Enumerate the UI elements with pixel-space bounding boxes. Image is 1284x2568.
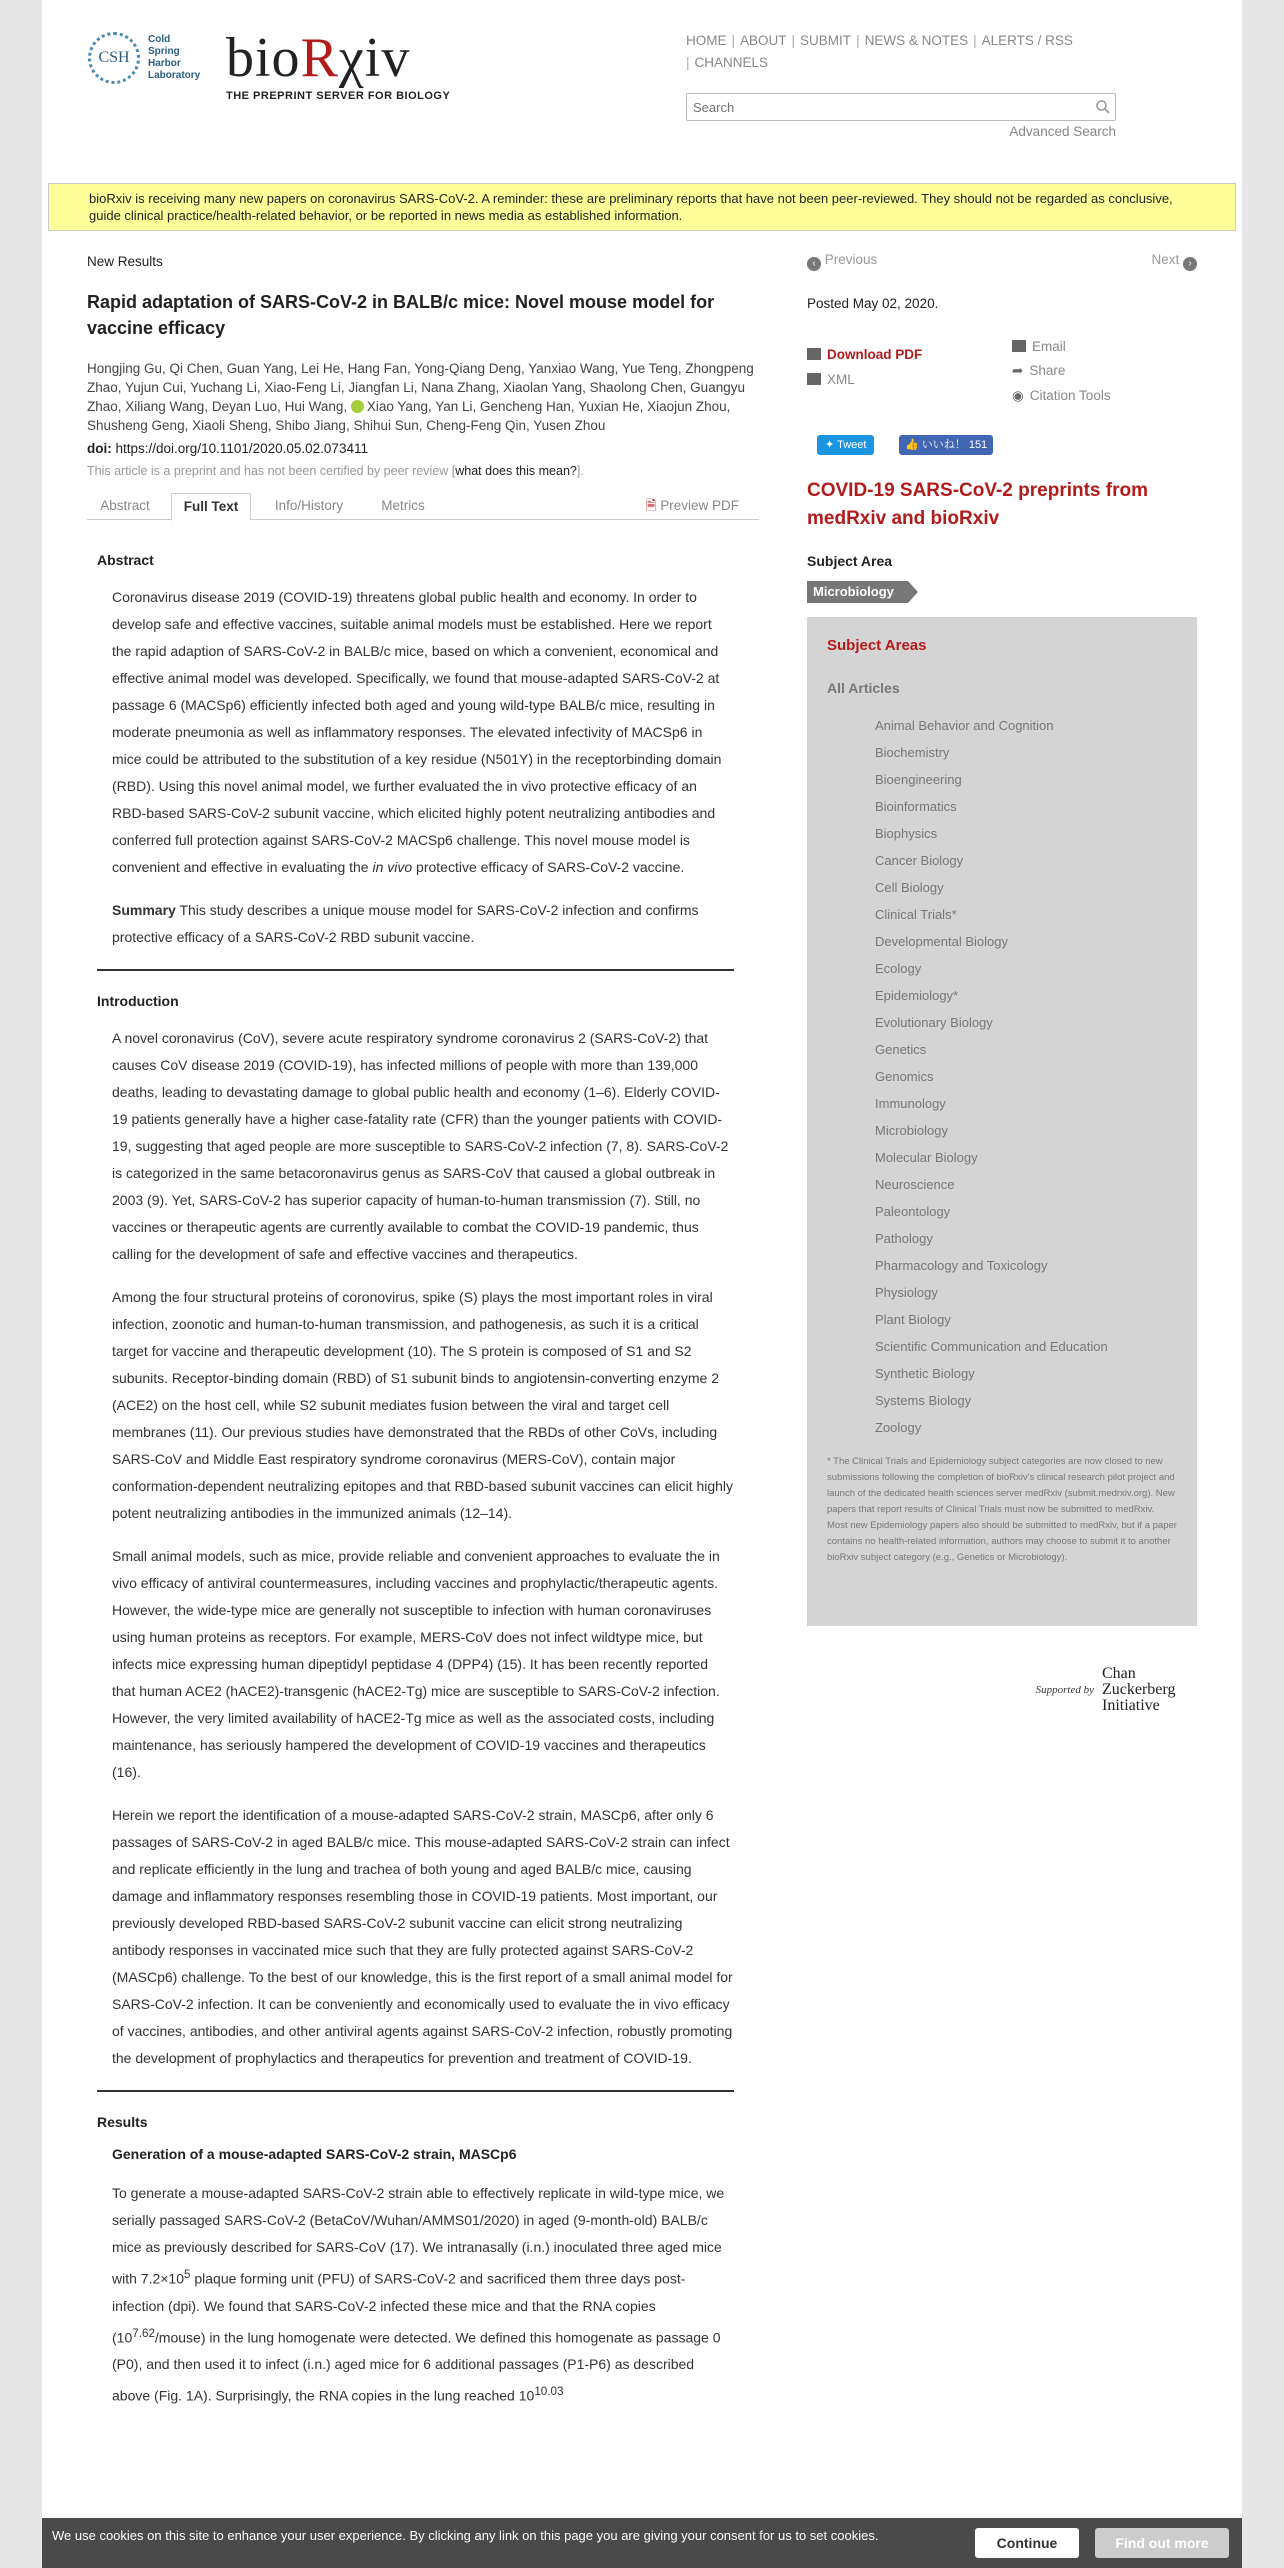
results-heading: Results (97, 2114, 148, 2130)
nav-about[interactable]: ABOUT (740, 33, 787, 48)
tab-abstract[interactable]: Abstract (100, 498, 150, 513)
search-input[interactable] (687, 94, 1082, 120)
advanced-search-link[interactable]: Advanced Search (1009, 124, 1116, 139)
abstract-paragraph: Coronavirus disease 2019 (COVID-19) threatens global public health and economy. In order to develop safe and effective vaccines, suitable animal models must be established. Here we report the rapid adaption of SARS-CoV-2 in BALB/c mice, based on which a convenient, economical and effective animal model was developed. Specifically, we found that mouse-adapted SARS-CoV-2 at passage 6 (MACSp6) efficiently infected both aged and young wild-type BALB/c mice, resulting in moderate pneumonia as well as inflammatory responses. The elevated infectivity of MACSp6 in mice could be attributed to the substitution of a key residue (N501Y) in the receptorbinding domain (RBD). Using this novel animal model, we further evaluated the in vivo protective efficacy of an RBD-based SARS-CoV-2 subunit vaccine, which elicited highly potent neutralizing antibodies and conferred full protection against SARS-CoV-2 MACSp6 challenge. This novel mouse model is convenient and effective in evaluating the in vivo protective efficacy of SARS-CoV-2 vaccine. (112, 589, 722, 875)
subject-link[interactable]: Scientific Communication and Education (875, 1339, 1108, 1354)
subject-link[interactable]: Pathology (875, 1231, 933, 1246)
article-main (87, 250, 759, 2426)
download-pdf-link[interactable]: Download PDF (807, 347, 922, 362)
preprint-note: This article is a preprint and has not been certified by peer review [what does this mean?]. (87, 464, 584, 478)
covid-preprints-link[interactable]: COVID-19 SARS-CoV-2 preprints from medRxiv and bioRxiv (807, 480, 1148, 529)
subject-tag-microbiology[interactable]: Microbiology (807, 581, 908, 603)
subject-link[interactable]: Clinical Trials* (875, 907, 957, 922)
page (42, 0, 1242, 2568)
top-nav: HOME | ABOUT | SUBMIT | NEWS & NOTES | ALERTS / RSS | CHANNELS (686, 33, 1073, 70)
globe-icon: ◉ (1012, 388, 1024, 403)
subject-link[interactable]: Pharmacology and Toxicology (875, 1258, 1048, 1273)
coronavirus-notice-banner: bioRxiv is receiving many new papers on coronavirus SARS-CoV-2. A reminder: these are preliminary reports that have not been peer-reviewed. They should not be regarded as conclusive, guide clinical practice/health-related behavior, or be reported in news media as established information. (48, 183, 1236, 231)
article-type: New Results (87, 254, 163, 269)
social-buttons (807, 435, 1197, 459)
all-articles-link[interactable]: All Articles (827, 680, 900, 696)
cookie-consent-bar (42, 2518, 1242, 2568)
subject-area-label: Subject Area (807, 553, 893, 569)
subject-link[interactable]: Cell Biology (875, 880, 944, 895)
nav-home[interactable]: HOME (686, 33, 727, 48)
section-divider (97, 969, 734, 971)
xml-icon (807, 373, 821, 385)
facebook-like-button[interactable]: 👍 いいね！ 151 (899, 435, 993, 455)
results-subheading: Generation of a mouse-adapted SARS-CoV-2 strain, MASCp6 (112, 2146, 517, 2162)
subject-list (827, 716, 1177, 1445)
nav-channels[interactable]: CHANNELS (694, 55, 769, 70)
search-icon[interactable] (1095, 99, 1111, 115)
subject-link[interactable]: Molecular Biology (875, 1150, 978, 1165)
citation-tools-link[interactable]: ◉ Citation Tools (1012, 388, 1111, 403)
article-tools (807, 339, 1197, 409)
right-sidebar (807, 250, 1197, 1716)
supported-by-label: Supported by (1035, 1684, 1094, 1696)
biorxiv-wordmark: bioRχiv (226, 27, 411, 89)
subject-link[interactable]: Biochemistry (875, 745, 950, 760)
czi-logo[interactable]: Chan Zuckerberg Initiative (1102, 1665, 1176, 1714)
thumbs-up-icon: 👍 (905, 439, 919, 451)
subject-link[interactable]: Synthetic Biology (875, 1366, 975, 1381)
search-box (686, 93, 1116, 121)
what-does-this-mean-link[interactable]: what does this mean? (455, 464, 577, 478)
intro-paragraph-3: Small animal models, such as mice, provide reliable and convenient approaches to evaluate the in vivo efficacy of antiviral countermeasures, including vaccines and prophylactic/therapeutic agents. However, the wide-type mice are generally not susceptible to infection with human coronaviruses using human proteins as receptors. For example, MERS-CoV does not infect wildtype mice, but infects mice expressing human dipeptidyl peptidase 4 (DPP4) (15). It has been recently reported that human ACE2 (hACE2)-transgenic (hACE2-Tg) mice are susceptible to SARS-CoV-2 infection. However, the very limited availability of hACE2-Tg mice as well as the associated costs, including maintenance, has seriously hampered the development of COVID-19 vaccines and therapeutics (16). (112, 1548, 720, 1780)
pdf-icon (807, 348, 821, 360)
abstract-heading: Abstract (97, 552, 154, 568)
cookie-find-out-more-button[interactable]: Find out more (1095, 2528, 1229, 2558)
csh-logo-text: Cold Spring Harbor Laboratory (148, 34, 201, 81)
posted-date: Posted May 02, 2020. (807, 296, 939, 311)
subject-footnote: * The Clinical Trials and Epidemiology subject categories are now closed to new submissions following the completion of bioRxiv's clinical research pilot project and launch of the dedicated health sciences server medRxiv (submit.medrxiv.org). New papers that report results of Clinical Trials must now be submitted to medRxiv. Most new Epidemiology papers also should be submitted to medRxiv, but if a paper contains no health-related information, authors may choose to submit it to another bioRxiv subject category (e.g., Genetics or Microbiology). (827, 1456, 1177, 1563)
xml-link[interactable]: XML (807, 372, 855, 387)
nav-news-notes[interactable]: NEWS & NOTES (864, 33, 969, 48)
cookie-continue-button[interactable]: Continue (975, 2528, 1079, 2558)
subject-link[interactable]: Genomics (875, 1069, 934, 1084)
intro-paragraph-1: A novel coronavirus (CoV), severe acute respiratory syndrome coronavirus 2 (SARS-CoV-2) that causes CoV disease 2019 (COVID-19), has infected millions of people with more than 139,000 deaths, leading to devastating damage to global public health and economy (1–6). Elderly COVID-19 patients generally have a higher case-fatality rate (CFR) than the younger patients with COVID-19, suggesting that aged people are more susceptible to SARS-CoV-2 infection (7, 8). SARS-CoV-2 is categorized in the same betacoronavirus genus as SARS-CoV that caused a global outbreak in 2003 (9). Yet, SARS-CoV-2 has superior capacity of human-to-human transmission (7). Still, no vaccines or therapeutic agents are currently available to combat the COVID-19 pandemic, thus calling for the development of safe and effective vaccines and therapeutics. (112, 1030, 729, 1262)
next-link[interactable]: Next › (1151, 252, 1197, 271)
subject-link[interactable]: Ecology (875, 961, 922, 976)
intro-paragraph-2: Among the four structural proteins of coronovirus, spike (S) plays the most important roles in viral infection, zoonotic and human-to-human transmission, and pathogenesis, as such it is a critical target for vaccine and therapeutic development (10). The S protein is composed of S1 and S2 subunits. Receptor-binding domain (RBD) of S1 subunit binds to angiotensin-converting enzyme 2 (ACE2) on the host cell, while S2 subunit mediates fusion between the viral and target cell membranes (11). Our previous studies have demonstrated that the RBDs of other CoVs, including SARS-CoV and Middle East respiratory syndrome coronavirus (MERS-CoV), contain major conformation-dependent neutralizing epitopes and that RBD-based subunit vaccines can elicit highly potent neutralizing antibodies in the immunized animals (12–14). (112, 1289, 734, 1521)
share-link[interactable]: ➦ Share (1012, 363, 1066, 378)
tweet-button[interactable]: ✦ Tweet (817, 435, 874, 455)
cookie-message: We use cookies on this site to enhance your user experience. By clicking any link on this page you are giving your consent for us to set cookies. (52, 2528, 879, 2543)
subject-link[interactable]: Cancer Biology (875, 853, 964, 868)
share-icon: ➦ (1012, 363, 1024, 378)
subject-link[interactable]: Biophysics (875, 826, 938, 841)
email-link[interactable]: Email (1012, 339, 1066, 354)
article-pager (807, 250, 1197, 270)
csh-logo[interactable] (88, 32, 203, 88)
subject-link[interactable]: Evolutionary Biology (875, 1015, 993, 1030)
twitter-bird-icon: ✦ (825, 439, 835, 451)
article-tabs (87, 490, 759, 520)
summary-paragraph: Summary This study describes a unique mouse model for SARS-CoV-2 infection and confirms protective efficacy of a SARS-CoV-2 RBD subunit vaccine. (112, 902, 699, 945)
subject-areas-heading: Subject Areas (827, 637, 927, 654)
tab-metrics[interactable]: Metrics (381, 498, 425, 513)
subject-link[interactable]: Bioengineering (875, 772, 962, 787)
subject-link[interactable]: Plant Biology (875, 1312, 951, 1327)
previous-link[interactable]: ‹ Previous (807, 252, 877, 271)
author-list: Hongjing Gu, Qi Chen, Guan Yang, Lei He, Hang Fan, Yong-Qiang Deng, Yanxiao Wang, Yue Teng, Zhongpeng Zhao, Yujun Cui, Yuchang Li, Xiao-Feng Li, Jiangfan Li, Nana Zhang, Xiaolan Yang, Shaolong Chen, Guangyu Zhao, Xiliang Wang, Deyan Luo, Hui Wang, Xiao Yang, Yan Li, Gencheng Han, Yuxian He, Xiaojun Zhou, Shusheng Geng, Xiaoli Sheng, Shibo Jiang, Shihui Sun, Cheng-Feng Qin, Yusen Zhou (87, 361, 754, 433)
doi-link[interactable]: https://doi.org/10.1101/2020.05.02.073411 (115, 441, 368, 456)
czi-support (807, 1666, 1197, 1716)
article-content (87, 552, 759, 2410)
subject-link[interactable]: Immunology (875, 1096, 946, 1111)
subject-link[interactable]: Microbiology (875, 1123, 948, 1138)
doi: doi: https://doi.org/10.1101/2020.05.02.073411 (87, 441, 368, 456)
biorxiv-logo[interactable] (226, 27, 451, 102)
site-header (42, 0, 1242, 170)
tab-info-history[interactable]: Info/History (274, 498, 344, 513)
subject-link[interactable]: Neuroscience (875, 1177, 955, 1192)
subject-link[interactable]: Genetics (875, 1042, 927, 1057)
subject-link[interactable]: Paleontology (875, 1204, 951, 1219)
results-paragraph-1: To generate a mouse-adapted SARS-CoV-2 strain able to effectively replicate in wild-type mice, we serially passaged SARS-CoV-2 (BetaCoV/Wuhan/AMMS01/2020) in aged (9-month-old) BALB/c mice as previously described for SARS-CoV (17). We intranasally (i.n.) inoculated three aged mice with $7.2\times 10^5$ plaque forming unit (PFU) of SARS-CoV-2 and sacrificed them three days post-infection (dpi). We found that SARS-CoV-2 infected these mice and that the RNA copies $(10^{7.62}/mouse)$ in the lung homogenate were detected. We defined this homogenate as passage 0 (P0), and then used it to infect (i.n.) aged mice for 6 additional passages (P1-P6) as described above (Fig. 1A). Surprisingly, the RNA copies in the lung reached $10^{10.03}$ (112, 2185, 725, 2404)
orcid-icon[interactable] (351, 400, 364, 413)
subject-link[interactable]: Developmental Biology (875, 934, 1008, 949)
intro-paragraph-4: Herein we report the identification of a mouse-adapted SARS-CoV-2 strain, MASCp6, after only 6 passages of SARS-CoV-2 in aged BALB/c mice. This mouse-adapted SARS-CoV-2 strain can infect and replicate efficiently in the lung and trachea of both young and aged BALB/c mice, causing damage and inflammatory responses resembling those in COVID-19 patients. Most important, our previously developed RBD-based SARS-CoV-2 subunit vaccine can elicit strong neutralizing antibody responses in vaccinated mice such that they are fully protected against SARS-CoV-2 (MASCp6) challenge. To the best of our knowledge, this is the first report of a small animal model for SARS-CoV-2 infection. It can be conveniently and economically used to evaluate the in vivo efficacy of vaccines, antibodies, and other antiviral agents against SARS-CoV-2 infection, robustly promoting the development of prophylactics and therapeutics for prevention and treatment of COVID-19. (112, 1807, 733, 2066)
introduction-heading: Introduction (97, 993, 179, 1009)
article-title: Rapid adaptation of SARS-CoV-2 in BALB/c mice: Novel mouse model for vaccine efficacy (87, 292, 715, 338)
envelope-icon (1012, 340, 1026, 352)
subject-link[interactable]: Animal Behavior and Cognition (875, 718, 1054, 733)
preview-pdf-link[interactable]: 🗎 Preview PDF (645, 498, 739, 513)
subject-link[interactable]: Systems Biology (875, 1393, 972, 1408)
tab-full-text[interactable]: Full Text (171, 493, 251, 521)
nav-submit[interactable]: SUBMIT (800, 33, 852, 48)
nav-alerts-rss[interactable]: ALERTS / RSS (981, 33, 1073, 48)
subject-link[interactable]: Bioinformatics (875, 799, 957, 814)
section-divider (97, 2090, 734, 2092)
subject-link[interactable]: Physiology (875, 1285, 938, 1300)
biorxiv-tagline: THE PREPRINT SERVER FOR BIOLOGY (226, 90, 451, 102)
pdf-file-icon: 🗎 (645, 498, 657, 513)
chevron-right-icon: › (1183, 257, 1197, 271)
subject-link[interactable]: Zoology (875, 1420, 922, 1435)
subject-areas-panel (807, 617, 1197, 1626)
csh-seal-icon: CSH (88, 32, 140, 84)
subject-link[interactable]: Epidemiology* (875, 988, 959, 1003)
chevron-left-icon: ‹ (807, 257, 821, 271)
